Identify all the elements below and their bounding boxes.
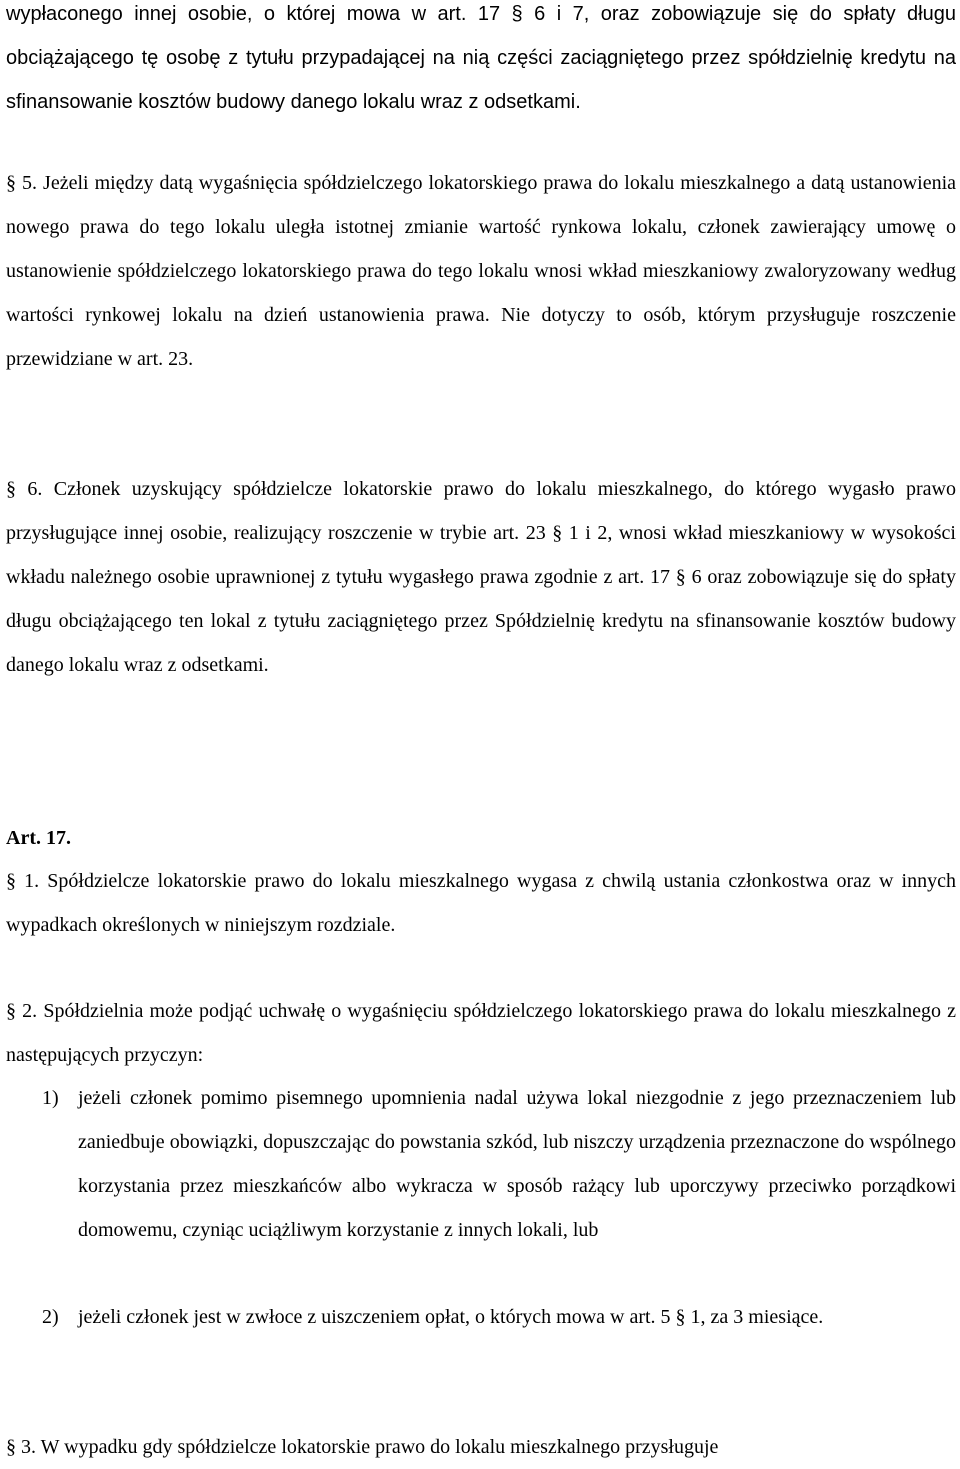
list-item-number: 1) bbox=[42, 1087, 59, 1109]
list-item-number: 2) bbox=[42, 1306, 59, 1328]
paragraph-continuation: wypłaconego innej osobie, o której mowa w art. 17 § 6 i 7, oraz zobowiązuje się do spłaty długu obciążającego tę osobę z tytułu przypadającej na nią części zaciągniętego przez spółdzielnię kredytu na sfinansowanie kosztów budowy danego lokalu wraz z odsetkami. bbox=[6, 3, 956, 113]
article-heading: Art. 17. bbox=[6, 827, 71, 849]
paragraph-6: § 6. Członek uzyskujący spółdzielcze lokatorskie prawo do lokalu mieszkalnego, do którego wygasło prawo przysługujące innej osobie, realizujący roszczenie w trybie art. 23 § 1 i 2, wnosi wkład mieszkaniowy w wysokości wkładu należnego osobie uprawnionej z tytułu wygasłego prawa zgodnie z art. 17 § 6 oraz zobowiązuje się do spłaty długu obciążającego ten lokal z tytułu zaciągniętego przez Spółdzielnię kredytu na sfinansowanie kosztów budowy danego lokalu wraz z odsetkami. bbox=[6, 478, 956, 676]
paragraph-5: § 5. Jeżeli między datą wygaśnięcia spółdzielczego lokatorskiego prawa do lokalu mieszkalnego a datą ustanowienia nowego prawa do tego lokalu uległa istotnej zmianie wartość rynkowa lokalu, członek zawierający umowę o ustanowienie spółdzielczego lokatorskiego prawa do tego lokalu wnosi wkład mieszkaniowy zwaloryzowany według wartości rynkowej lokalu na dzień ustanowienia prawa. Nie dotyczy to osób, którym przysługuje roszczenie przewidziane w art. 23. bbox=[6, 172, 956, 370]
art17-paragraph-3: § 3. W wypadku gdy spółdzielcze lokatorskie prawo do lokalu mieszkalnego przysługuje bbox=[6, 1436, 719, 1458]
art17-paragraph-2: § 2. Spółdzielnia może podjąć uchwałę o wygaśnięciu spółdzielczego lokatorskiego prawa do lokalu mieszkalnego z następujących przyczyn: bbox=[6, 1000, 956, 1066]
art17-paragraph-1: § 1. Spółdzielcze lokatorskie prawo do lokalu mieszkalnego wygasa z chwilą ustania członkostwa oraz w innych wypadkach określonych w niniejszym rozdziale. bbox=[6, 870, 956, 936]
list-item-text: jeżeli członek jest w zwłoce z uiszczeniem opłat, o których mowa w art. 5 § 1, za 3 miesiące. bbox=[78, 1306, 824, 1328]
list-item-text: jeżeli członek pomimo pisemnego upomnienia nadal używa lokal niezgodnie z jego przeznaczeniem lub zaniedbuje obowiązki, dopuszczając do powstania szkód, lub niszczy urządzenia przeznaczone do wspólnego korzystania przez mieszkańców albo wykracza w sposób rażący lub uporczywy przeciwko porządkowi domowemu, czyniąc uciążliwym korzystanie z innych lokali, lub bbox=[78, 1087, 956, 1241]
